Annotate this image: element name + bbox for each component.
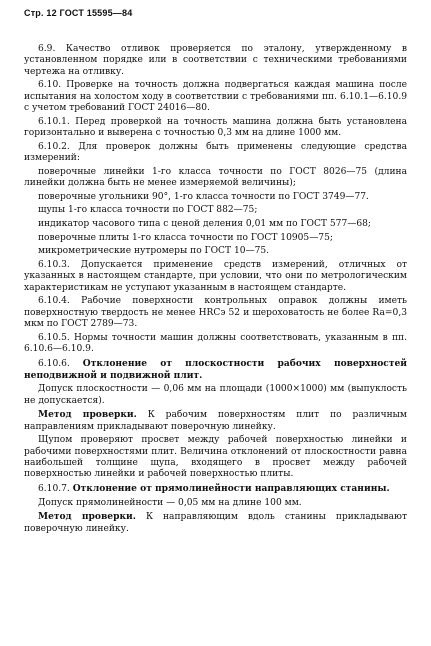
document-body xyxy=(24,44,407,537)
paragraph-6-10-7 xyxy=(24,483,407,495)
method-straightness xyxy=(24,511,407,535)
clause-heading: Отклонение от прямолинейности направляющих станины. xyxy=(72,483,390,495)
paragraph-6-10-4: 6.10.4. Рабочие поверхности контрольных оправок должны иметь поверхностную твердость не менее HRCэ 52 и шероховатость не более Ra=0,3 мкм по ГОСТ 2789—73. xyxy=(24,296,407,329)
paragraph-6-9: 6.9. Качество отливок проверяется по эталону, утвержденному в установленном порядке или в соответствии с техническими требованиями чертежа на отливку. xyxy=(24,44,407,77)
paragraph-6-10-2: 6.10.2. Для проверок должны быть применены следующие средства измерений: xyxy=(24,141,407,163)
tolerance-straightness: Допуск прямолинейности — 0,05 мм на длине 100 мм. xyxy=(38,497,302,508)
method-label: Метод проверки. xyxy=(38,511,136,523)
paragraph-6-10-6 xyxy=(24,358,407,383)
page-header: Стр. 12 ГОСТ 15595—84 xyxy=(24,8,133,18)
list-item-rulers: поверочные линейки 1-го класса точности по ГОСТ 8026—75 (длина линейки должна быть не менее измеряемой величины); xyxy=(24,166,407,188)
paragraph-6-10-3: 6.10.3. Допускается применение средств измерений, отличных от указанных в настоящем стандарте, при условии, что они по метрологическим характеристикам не уступают указанным в настоящем стандарте. xyxy=(24,259,407,293)
paragraph-6-10-1: 6.10.1. Перед проверкой на точность машина должна быть установлена горизонтально и выверена с точностью 0,3 мм на длине 1000 мм. xyxy=(24,116,407,138)
method-text: К направляющим вдоль станины прикладывают поверочную линейку. xyxy=(24,512,407,534)
tolerance-flatness: Допуск плоскостности — 0,06 мм на площади (1000×1000) мм (выпуклость не допускается). xyxy=(24,384,407,406)
method-flatness xyxy=(24,409,407,433)
clause-number: 6.10.6. xyxy=(38,358,70,369)
list-item-feelers: щупы 1-го класса точности по ГОСТ 882—75; xyxy=(38,205,258,216)
method-text: К рабочим поверхностям плит по различным направлениям прикладывают поверочную линейку. xyxy=(24,410,407,432)
clause-heading: Отклонение от плоскостности рабочих поверхностей неподвижной и подвижной плит. xyxy=(24,357,407,381)
paragraph-6-10-5: 6.10.5. Нормы точности машин должны соответствовать, указанным в пп. 6.10.6—6.10.9. xyxy=(24,332,407,354)
method-label: Метод проверки. xyxy=(38,409,137,421)
list-item-squares: поверочные угольники 90°, 1-го класса точности по ГОСТ 3749—77. xyxy=(38,191,369,202)
feeler-check: Щупом проверяют просвет между рабочей поверхностью линейки и рабочими поверхностями плит. Величина отклонений от плоскостности равна наибольшей толщине щупа, входящего в просвет между рабочей поверхностью линейки и рабочей поверхностью плиты. xyxy=(24,435,407,480)
list-item-indicator: индикатор часового типа с ценой деления 0,01 мм по ГОСТ 577—68; xyxy=(38,218,371,229)
list-item-micrometers: микрометрические нутромеры по ГОСТ 10—75. xyxy=(38,246,270,257)
list-item-plates: поверочные плиты 1-го класса точности по ГОСТ 10905—75; xyxy=(38,232,333,243)
paragraph-6-10: 6.10. Проверке на точность должна подвергаться каждая машина после испытания на холостом ходу в соответствии с требованиями пп. 6.10.1—6.10.9 с учетом требований ГОСТ 24016—80. xyxy=(24,80,407,113)
clause-number: 6.10.7. xyxy=(38,484,70,495)
